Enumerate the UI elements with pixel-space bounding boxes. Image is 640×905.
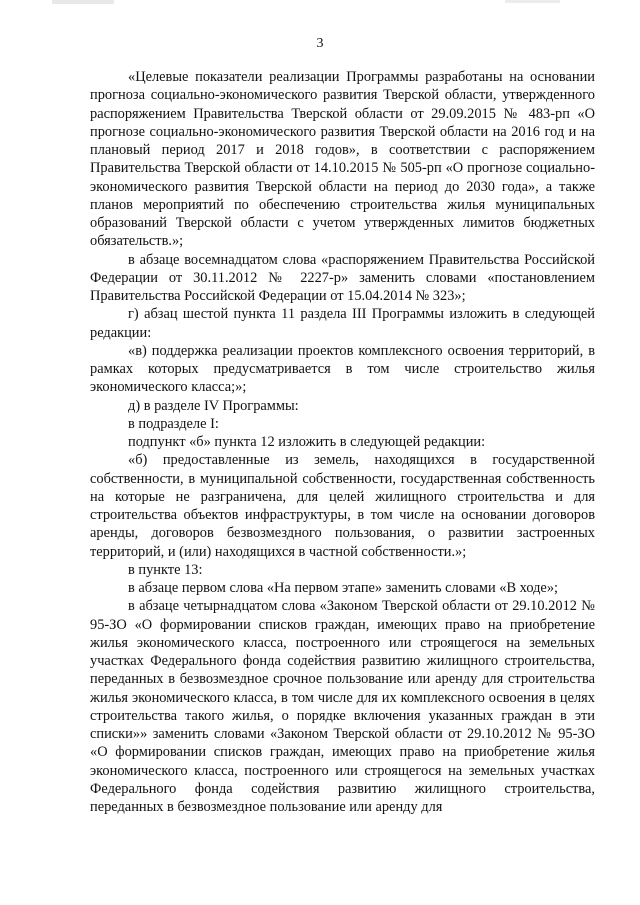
paragraph-abzac-14: в абзаце четырнадцатом слова «Законом Тверской области от 29.10.2012 № 95-ЗО «О формировании списков граждан, имеющих право на приобретение жилья экономического класса, построенного или строящегося на земельных участках Федерального фонда содействия развитию жилищного строительства, переданных в безвозмездное срочное пользование или аренду для строительства жилья экономического класса, в том числе для их комплексного освоения в целях строительства такого жилья, о порядке включения указанных граждан в эти списки»» заменить словами «Законом Тверской области от 29.10.2012 № 95-ЗО «О формировании списков граждан, имеющих право на приобретение жилья экономического класса, построенного или строящегося на земельных участках Федерального фонда содействия развитию жилищного строительства, переданных в безвозмездное пользование или аренду для <box>90 598 595 815</box>
page-number: 3 <box>316 36 324 51</box>
paragraph-item-d: д) в разделе IV Программы: <box>128 397 299 414</box>
paragraph-subsection-1: в подразделе I: <box>128 415 219 432</box>
paragraph-item-g: г) абзац шестой пункта 11 раздела III Программы изложить в следующей редакции: <box>90 306 595 341</box>
paragraph-quote-v: «в) поддержка реализации проектов комплексного освоения территорий, в рамках которых предусматривается в том числе строительство жилья экономического класса;»; <box>90 342 595 396</box>
scan-artifact <box>52 0 114 4</box>
paragraph-abzac-18: в абзаце восемнадцатом слова «распоряжением Правительства Российской Федерации от 30.11.2012 № 2227-р» заменить словами «постановлением Правительства Российской Федерации от 15.04.2014 № 323»; <box>90 251 595 304</box>
paragraph-targets-basis: «Целевые показатели реализации Программы разработаны на основании прогноза социально-экономического развития Тверской области, утвержденного распоряжением Правительства Тверской области от 29.09.2015 № 483-рп «О прогнозе социально-экономического развития Тверской области на 2016 год и на плановый период 2017 и 2018 годов», в соответствии с распоряжением Правительства Тверской области от 14.10.2015 № 505-рп «О прогнозе социально-экономического развития Тверской области на период до 2030 года», а также планов мероприятий по обеспечению строительства жилья муниципальных образований Тверской области с учетом утвержденных лимитов бюджетных обязательств.»; <box>90 69 595 250</box>
document-body <box>90 68 595 816</box>
paragraph-subpoint-b: подпункт «б» пункта 12 изложить в следующей редакции: <box>128 434 486 450</box>
paragraph-quote-b: «б) предоставленные из земель, находящихся в государственной собственности, в муниципальной собственности, государственная собственность на которые не разграничена, для целей жилищного строительства и для строительства объектов инфраструктуры, в том числе на основании договоров аренды, договоров безвозмездного пользования, о развитии застроенных территорий, и (или) находящихся в частной собственности.»; <box>90 452 595 560</box>
paragraph-point-13: в пункте 13: <box>128 561 203 578</box>
scan-artifact <box>505 0 560 3</box>
paragraph-abzac-1: в абзаце первом слова «На первом этапе» заменить словами «В ходе»; <box>128 580 559 596</box>
